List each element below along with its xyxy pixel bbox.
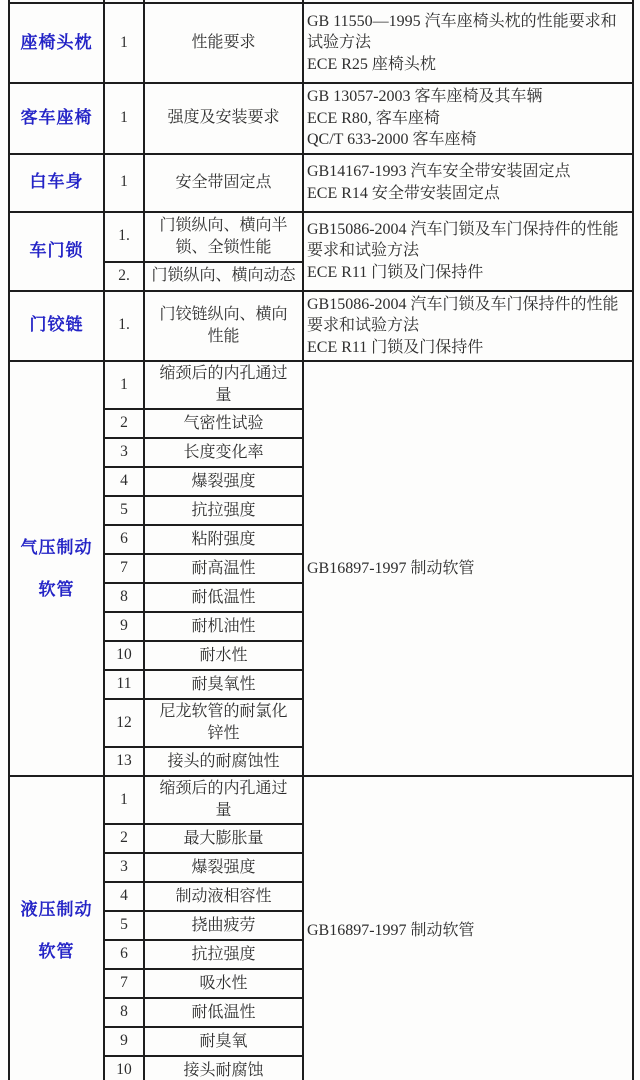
test-item-label: 长度变化率 xyxy=(183,443,264,461)
standard-line: GB15086-2004 汽车门锁及车门保持件的性能 xyxy=(307,295,619,313)
standard-line: GB16897-1997 制动软管 xyxy=(307,559,475,577)
table-row xyxy=(9,83,633,154)
category-label: 气压制动软管 xyxy=(20,537,93,599)
row-number-cell: 1 xyxy=(104,154,144,212)
standard-cell xyxy=(303,361,633,776)
row-number-cell: 12 xyxy=(104,699,144,747)
test-item-cell xyxy=(144,409,303,438)
test-item-label: 缩颈后的内孔通过量 xyxy=(159,780,288,819)
test-item-cell xyxy=(144,969,303,998)
row-number-cell: 1 xyxy=(104,3,144,83)
standard-line: ECE R14 安全带安装固定点 xyxy=(307,184,500,202)
test-item-label: 接头耐腐蚀 xyxy=(183,1061,264,1079)
test-item-label: 最大膨胀量 xyxy=(183,829,264,847)
row-number-cell: 4 xyxy=(104,882,144,911)
test-item-cell xyxy=(144,212,303,262)
test-item-label: 门铰链纵向、横向性能 xyxy=(159,306,288,345)
table-row xyxy=(9,212,633,262)
test-item-label: 安全带固定点 xyxy=(175,173,272,191)
section-seat-headrest xyxy=(9,3,633,83)
test-item-cell xyxy=(144,824,303,853)
category-label: 白车身 xyxy=(29,172,84,192)
test-item-cell xyxy=(144,154,303,212)
row-number-cell: 8 xyxy=(104,998,144,1027)
row-number-cell: 1 xyxy=(104,361,144,409)
test-item-label: 粘附强度 xyxy=(191,530,256,548)
row-number-cell: 1 xyxy=(104,83,144,154)
standard-cell xyxy=(303,154,633,212)
row-number-cell: 5 xyxy=(104,911,144,940)
test-item-label: 吸水性 xyxy=(199,974,248,992)
test-item-cell xyxy=(144,438,303,467)
standard-line: ECE R11 门锁及门保持件 xyxy=(307,263,484,281)
standard-cell xyxy=(303,3,633,83)
row-number-cell: 8 xyxy=(104,583,144,612)
row-number-cell: 4 xyxy=(104,467,144,496)
test-item-label: 门锁纵向、横向半锁、全锁性能 xyxy=(159,216,288,256)
test-item-cell xyxy=(144,361,303,409)
test-item-label: 强度及安装要求 xyxy=(167,109,280,127)
row-number-cell: 6 xyxy=(104,525,144,554)
test-item-cell xyxy=(144,940,303,969)
test-item-cell xyxy=(144,583,303,612)
test-item-cell xyxy=(144,291,303,362)
row-number-cell: 2 xyxy=(104,409,144,438)
test-item-cell xyxy=(144,262,303,291)
row-number-cell: 2. xyxy=(104,262,144,291)
category-cell xyxy=(9,776,104,1080)
test-item-cell xyxy=(144,1056,303,1080)
test-item-label: 耐水性 xyxy=(199,646,248,664)
test-item-label: 气密性试验 xyxy=(183,414,264,432)
test-item-label: 门锁纵向、横向动态 xyxy=(151,267,296,285)
table-row xyxy=(9,361,633,409)
test-item-label: 耐臭氧 xyxy=(199,1032,248,1050)
test-item-cell xyxy=(144,853,303,882)
test-item-label: 性能要求 xyxy=(191,34,256,52)
test-item-label: 挠曲疲劳 xyxy=(191,916,256,934)
row-number-cell: 7 xyxy=(104,554,144,583)
test-item-label: 耐臭氧性 xyxy=(191,675,256,693)
test-item-cell xyxy=(144,467,303,496)
category-cell xyxy=(9,212,104,291)
category-cell xyxy=(9,3,104,83)
standard-cell xyxy=(303,83,633,154)
test-item-cell xyxy=(144,670,303,699)
table-row xyxy=(9,776,633,824)
row-number-cell: 3 xyxy=(104,438,144,467)
test-item-label: 耐高温性 xyxy=(191,559,256,577)
row-number-cell: 13 xyxy=(104,747,144,776)
standard-line: GB 13057-2003 客车座椅及其车辆 xyxy=(307,88,543,105)
row-number-cell: 10 xyxy=(104,641,144,670)
row-number-cell: 9 xyxy=(104,612,144,641)
row-number-cell: 11 xyxy=(104,670,144,699)
test-item-label: 接头的耐腐蚀性 xyxy=(167,752,280,770)
test-item-label: 制动液相容性 xyxy=(175,887,272,905)
row-number-cell: 3 xyxy=(104,853,144,882)
test-item-label: 耐机油性 xyxy=(191,617,256,635)
section-door-hinge xyxy=(9,291,633,362)
row-number-cell: 1. xyxy=(104,291,144,362)
test-item-cell xyxy=(144,83,303,154)
category-label: 客车座椅 xyxy=(20,107,93,127)
section-body-in-white xyxy=(9,154,633,212)
test-item-label: 耐低温性 xyxy=(191,1003,256,1021)
table-row xyxy=(9,154,633,212)
standard-line: ECE R80, 客车座椅 xyxy=(307,109,440,127)
section-bus-seat xyxy=(9,83,633,154)
test-item-cell xyxy=(144,496,303,525)
row-number-cell: 5 xyxy=(104,496,144,525)
test-item-label: 爆裂强度 xyxy=(191,472,256,490)
test-item-label: 尼龙软管的耐氯化锌性 xyxy=(159,703,288,742)
category-label: 液压制动软管 xyxy=(20,899,93,961)
row-number-cell: 10 xyxy=(104,1056,144,1080)
test-item-cell xyxy=(144,911,303,940)
row-number-cell: 7 xyxy=(104,969,144,998)
standard-cell xyxy=(303,291,633,362)
test-item-label: 抗拉强度 xyxy=(191,945,256,963)
category-label: 座椅头枕 xyxy=(20,32,93,52)
section-hydraulic-brake-hose xyxy=(9,776,633,1080)
standard-line: GB 11550—1995 汽车座椅头枕的性能要求和 xyxy=(307,12,617,30)
test-item-label: 抗拉强度 xyxy=(191,501,256,519)
standard-line: GB16897-1997 制动软管 xyxy=(307,921,475,939)
standards-table xyxy=(8,0,634,1080)
standard-line: QC/T 633-2000 客车座椅 xyxy=(307,131,477,148)
row-number-cell: 2 xyxy=(104,824,144,853)
standard-line: GB14167-1993 汽车安全带安装固定点 xyxy=(307,163,571,180)
standard-line: GB15086-2004 汽车门锁及车门保持件的性能 xyxy=(307,220,619,238)
standard-cell xyxy=(303,776,633,1080)
test-item-label: 耐低温性 xyxy=(191,588,256,606)
standard-line: 要求和试验方法 xyxy=(307,317,420,334)
test-item-cell xyxy=(144,554,303,583)
row-number-cell: 1. xyxy=(104,212,144,262)
standard-line: 试验方法 xyxy=(307,34,372,52)
test-item-cell xyxy=(144,3,303,83)
category-cell xyxy=(9,361,104,776)
table-row xyxy=(9,3,633,83)
standard-line: 要求和试验方法 xyxy=(307,242,420,260)
test-item-cell xyxy=(144,747,303,776)
category-cell xyxy=(9,154,104,212)
test-item-cell xyxy=(144,525,303,554)
row-number-cell: 6 xyxy=(104,940,144,969)
test-item-cell xyxy=(144,699,303,747)
category-cell xyxy=(9,83,104,154)
test-item-label: 爆裂强度 xyxy=(191,858,256,876)
test-item-cell xyxy=(144,1027,303,1056)
test-item-cell xyxy=(144,641,303,670)
category-cell xyxy=(9,291,104,362)
standard-line: ECE R11 门锁及门保持件 xyxy=(307,338,484,356)
test-item-cell xyxy=(144,882,303,911)
section-pneumatic-brake-hose xyxy=(9,361,633,776)
test-item-label: 缩颈后的内孔通过量 xyxy=(159,365,288,404)
standard-cell xyxy=(303,212,633,291)
test-item-cell xyxy=(144,776,303,824)
test-item-cell xyxy=(144,998,303,1027)
row-number-cell: 9 xyxy=(104,1027,144,1056)
category-label: 门铰链 xyxy=(29,315,84,335)
standard-line: ECE R25 座椅头枕 xyxy=(307,55,436,73)
table-row xyxy=(9,291,633,362)
category-label: 车门锁 xyxy=(29,240,84,260)
test-item-cell xyxy=(144,612,303,641)
section-door-lock xyxy=(9,212,633,291)
row-number-cell: 1 xyxy=(104,776,144,824)
